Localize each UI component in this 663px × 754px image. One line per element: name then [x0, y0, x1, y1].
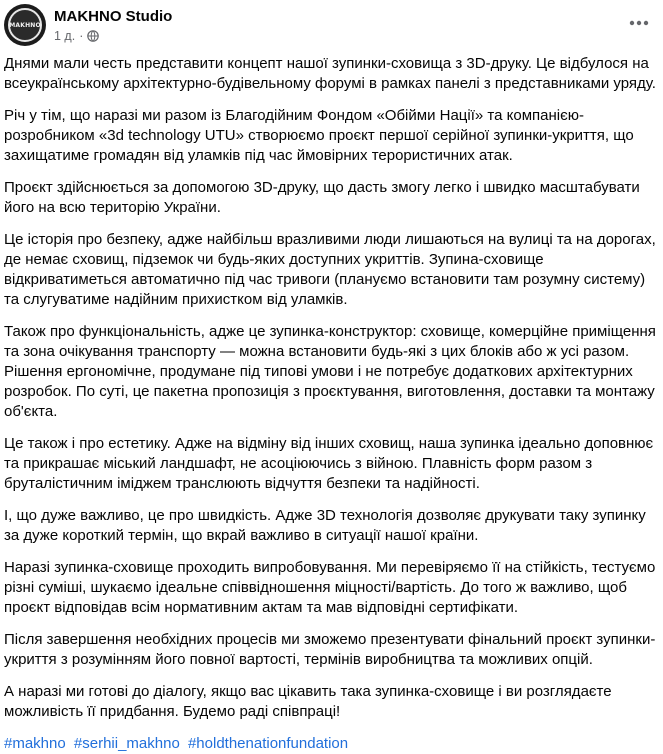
post-body [4, 54, 656, 754]
hashtag-list [4, 734, 656, 754]
avatar-text: MAKHNO [9, 21, 41, 29]
post-paragraph: Це також і про естетику. Адже на відміну від інших сховищ, наша зупинка ідеально доповнює та прикрашає міський ландшафт, не асоціюючись з війною. Плавність форм разом з бруталістичним іміджем транслюють відчуття безпеки та надійності. [4, 435, 654, 492]
post-paragraph: А наразі ми готові до діалогу, якщо вас цікавить така зупинка-сховище і ви розглядаєте можливість її придбання. Будемо раді співпраці! [4, 683, 612, 720]
post-header [0, 0, 663, 52]
post-paragraph: Проєкт здійснюється за допомогою 3D-друку, що дасть змогу легко і швидко масштабувати його на всю територію України. [4, 179, 640, 216]
hashtag-serhii-makhno[interactable]: #serhii_makhno [73, 735, 180, 752]
hashtag-makhno[interactable]: #makhno [4, 735, 66, 752]
more-options-button[interactable] [625, 12, 653, 34]
post-timestamp[interactable]: 1 д. [54, 29, 76, 43]
post-paragraph: Річ у тім, що наразі ми разом із Благодійним Фондом «Обійми Нації» та компанією-розробником «3d technology UTU» створюємо проєкт першої серійної зупинки-укриття, що захищатиме громадян від уламків під час ймовірних терористичних атак. [4, 107, 634, 164]
post-paragraph: Днями мали честь представити концепт нашої зупинки-сховища з 3D-друку. Це відбулося на всеукраїнському архітектурно-будівельному форумі в рамках панелі з представниками уряду. [4, 55, 656, 92]
page-name-link[interactable]: MAKHNO Studio [54, 8, 173, 25]
globe-icon[interactable] [87, 30, 99, 42]
post-paragraph: Наразі зупинка-сховище проходить випробовування. Ми перевіряємо її на стійкість, тестуємо різні суміші, шукаємо ідеальне співвідношення міцності/вартість. До того ж важливо, щоб проєкт відповідав всім нормативним актам та мав відповідні сертифікати. [4, 559, 656, 616]
post-meta [54, 29, 99, 43]
avatar-logo [8, 8, 42, 42]
post-paragraph: Це історія про безпеку, адже найбільш вразливими люди лишаються на вулиці та на дорогах, де немає сховищ, підземок чи будь-яких доступних укриттів. Зупина-сховище відкриватиметься автоматично під час тривоги (плануємо встановити там розумну систему) та слугуватиме надійним прихистком від уламків. [4, 231, 656, 308]
more-options-icon [629, 20, 649, 26]
post-paragraph: І, що дуже важливо, це про швидкість. Адже 3D технологія дозволяє друкувати таку зупинку за дуже короткий термін, що вкрай важливо в ситуації нашої країни. [4, 507, 646, 544]
hashtag-holdthenationfundation[interactable]: #holdthenationfundation [187, 735, 349, 752]
avatar[interactable] [4, 4, 46, 46]
post-paragraph: Також про функціональність, адже це зупинка-конструктор: сховище, комерційне приміщення та зона очікування транспорту — можна встановити будь-які з цих блоків або ж усі разом. Рішення ергономічне, продумане під типові умови і не потребує додаткових архітектурних розробок. По суті, це пакетна пропозиція з проєктування, виготовлення, доставки та монтажу об'єкта. [4, 323, 656, 420]
post-paragraph: Після завершення необхідних процесів ми зможемо презентувати фінальний проєкт зупинки-укриття з розумінням його повної вартості, термінів виробництва та можливих опцій. [4, 631, 656, 668]
meta-separator: · [79, 29, 84, 43]
